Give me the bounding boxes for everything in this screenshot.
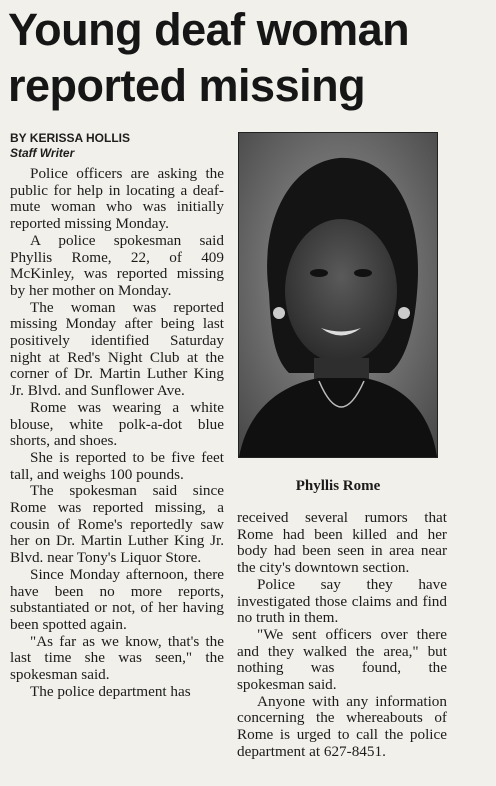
paragraph: The woman was reported missing Monday after being last positively identified Saturday night at Red's Night Club at the corner of Dr. Martin Luther King Jr. Blvd. and Sunflower Ave. [10, 298, 224, 400]
photo-caption: Phyllis Rome [295, 478, 381, 494]
paragraph: Police officers are asking the public for help in locating a deaf-mute woman who was initially reported missing Monday. [10, 165, 224, 233]
article-column-1 [10, 166, 224, 701]
paragraph: Police say they have investigated those claims and find no truth in them. [237, 575, 447, 627]
byline-role: Staff Writer [10, 146, 75, 160]
headline: Young deaf woman reported missing [8, 4, 410, 111]
portrait-illustration [239, 133, 437, 457]
paragraph: A police spokesman said Phyllis Rome, 22, of 409 McKinley, was reported missing by her mother on Monday. [10, 231, 224, 299]
article-column-2 [237, 510, 447, 761]
paragraph: Since Monday afternoon, there have been no more reports, substantiated or not, of her having been spotted again. [10, 565, 224, 633]
portrait-photo [238, 132, 438, 458]
paragraph: "As far as we know, that's the last time she was seen," the spokesman said. [10, 632, 224, 684]
paragraph: received several rumors that Rome had been killed and her body had been seen in area near the city's downtown section. [237, 509, 447, 577]
paragraph: The police department has [30, 682, 191, 700]
paragraph: Rome was wearing a white blouse, white polk-a-dot blue shorts, and shoes. [10, 398, 224, 450]
paragraph: Anyone with any information concerning the whereabouts of Rome is urged to call the police department at 627-8451. [237, 692, 447, 760]
paragraph: "We sent officers over there and they walked the area," but nothing was found, the spokesman said. [237, 625, 447, 694]
paragraph: She is reported to be five feet tall, and weighs 100 pounds. [10, 448, 224, 483]
paragraph: The spokesman said since Rome was reported missing, a cousin of Rome's reportedly saw her on Dr. Martin Luther King Jr. Blvd. near Tony's Liquor Store. [10, 482, 224, 567]
byline: BY KERISSA HOLLIS [10, 131, 131, 145]
